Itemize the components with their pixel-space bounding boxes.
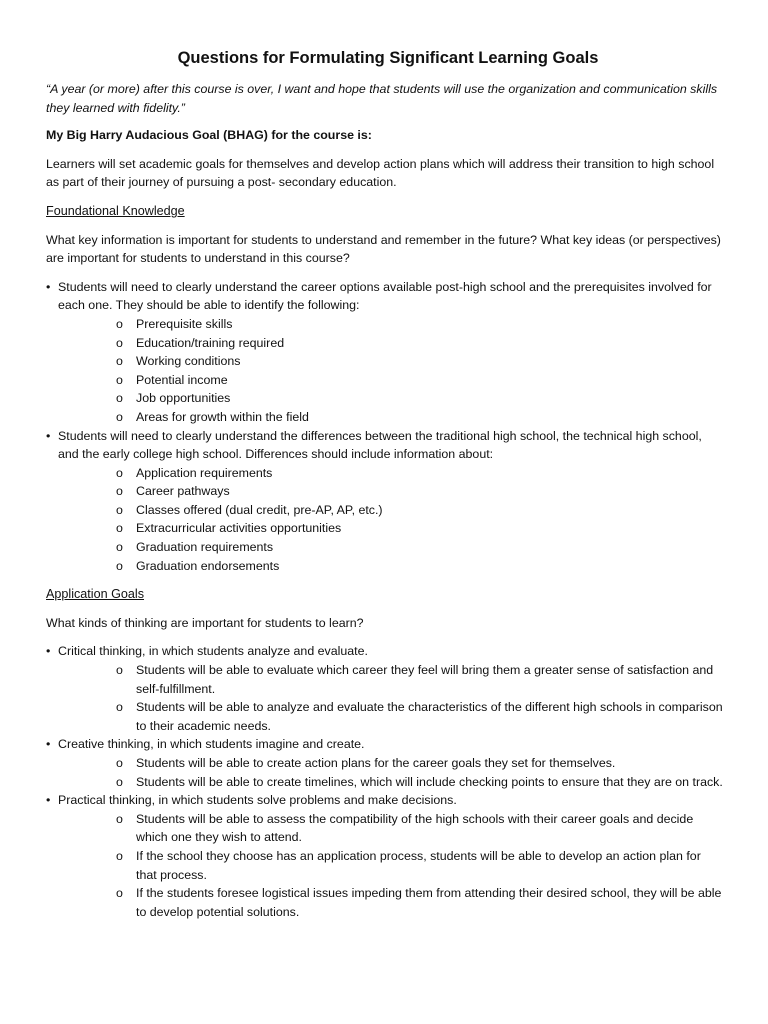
circle-bullet-icon: o — [116, 811, 123, 826]
circle-bullet-icon: o — [116, 316, 123, 331]
bullet-icon: • — [46, 279, 51, 294]
sub-list-item: o Classes offered (dual credit, pre-AP, AP, etc.) — [46, 501, 724, 520]
sub-list-item: o Education/training required — [46, 334, 724, 353]
list-item: • Practical thinking, in which students solve problems and make decisions. — [46, 791, 724, 810]
course-quote: “A year (or more) after this course is over, I want and hope that students will use the organization and communication skills they learned with fidelity.” — [46, 82, 718, 115]
application-list — [46, 642, 724, 921]
sub-list-item: o Extracurricular activities opportunities — [46, 519, 724, 538]
foundational-list — [46, 278, 724, 576]
bhag-text: Learners will set academic goals for themselves and develop action plans which will address their transition to high school as part of their journey of pursuing a post- secondary education. — [46, 156, 715, 190]
list-item: • Critical thinking, in which students analyze and evaluate. — [46, 642, 724, 661]
circle-bullet-icon: o — [116, 484, 123, 499]
circle-bullet-icon: o — [116, 848, 123, 863]
sub-list-item: o If the school they choose has an application process, students will be able to develop an action plan for that process. — [116, 848, 701, 882]
list-item: • Students will need to clearly understand the career options available post-high school and the prerequisites involved for each one. They should be able to identify the following: — [46, 279, 712, 313]
circle-bullet-icon: o — [116, 465, 123, 480]
circle-bullet-icon: o — [116, 774, 123, 789]
sub-list-item: o If the students foresee logistical issues impeding them from attending their desired school, they will be able to develop potential solutions. — [116, 886, 722, 919]
application-question: What kinds of thinking are important for students to learn? — [46, 615, 364, 630]
sub-list-item: o Application requirements — [46, 464, 724, 483]
circle-bullet-icon: o — [116, 558, 123, 573]
sub-list-item: o Prerequisite skills — [46, 315, 724, 334]
bhag-label: My Big Harry Audacious Goal (BHAG) for the course is: — [46, 128, 372, 143]
foundational-question: What key information is important for students to understand and remember in the future? What key ideas (or perspectives) are important for students to understand in this course? — [46, 232, 721, 266]
sub-list-item: o Working conditions — [46, 352, 724, 371]
sub-list-item: o Potential income — [46, 371, 724, 390]
circle-bullet-icon: o — [116, 756, 123, 770]
circle-bullet-icon: o — [116, 700, 123, 715]
sub-list-item: o Areas for growth within the field — [46, 408, 724, 427]
circle-bullet-icon: o — [116, 391, 123, 406]
circle-bullet-icon: o — [116, 372, 123, 387]
sub-list-item: o Graduation requirements — [46, 538, 724, 557]
circle-bullet-icon: o — [116, 409, 123, 424]
sub-list-item: o Students will be able to analyze and evaluate the characteristics of the different high schools in comparison to their academic needs. — [116, 700, 723, 733]
circle-bullet-icon: o — [116, 502, 123, 517]
sub-list-item: o Graduation endorsements — [46, 557, 724, 576]
sub-list-item: o Students will be able to create timelines, which will include checking points to ensure that they are on track. — [46, 773, 724, 792]
circle-bullet-icon: o — [116, 663, 123, 678]
bullet-icon: • — [46, 428, 51, 443]
bullet-icon: • — [46, 644, 51, 659]
bullet-icon: • — [46, 793, 51, 808]
sub-list-item: o Students will be able to evaluate which career they feel will bring them a greater sense of satisfaction and self-fulfillment. — [116, 663, 714, 696]
circle-bullet-icon: o — [116, 335, 123, 350]
sub-list-item: o Career pathways — [46, 482, 724, 501]
page-title: Questions for Formulating Significant Learning Goals — [177, 49, 599, 67]
circle-bullet-icon: o — [116, 354, 123, 369]
sub-list-item: o Students will be able to create action plans for the career goals they set for themselves. — [46, 754, 724, 773]
circle-bullet-icon: o — [116, 886, 123, 901]
list-item: • Creative thinking, in which students imagine and create. — [46, 735, 724, 754]
circle-bullet-icon: o — [116, 540, 123, 555]
bullet-icon: • — [46, 737, 51, 752]
list-item: • Students will need to clearly understand the differences between the traditional high school, the technical high school, and the early college high school. Differences should include information about: — [46, 428, 702, 462]
sub-list-item: o Job opportunities — [46, 389, 724, 408]
circle-bullet-icon: o — [116, 521, 123, 536]
application-heading: Application Goals — [46, 587, 145, 602]
sub-list-item: o Students will be able to assess the compatibility of the high schools with their career goals and decide which one they wish to attend. — [116, 811, 694, 845]
foundational-heading: Foundational Knowledge — [46, 203, 185, 218]
